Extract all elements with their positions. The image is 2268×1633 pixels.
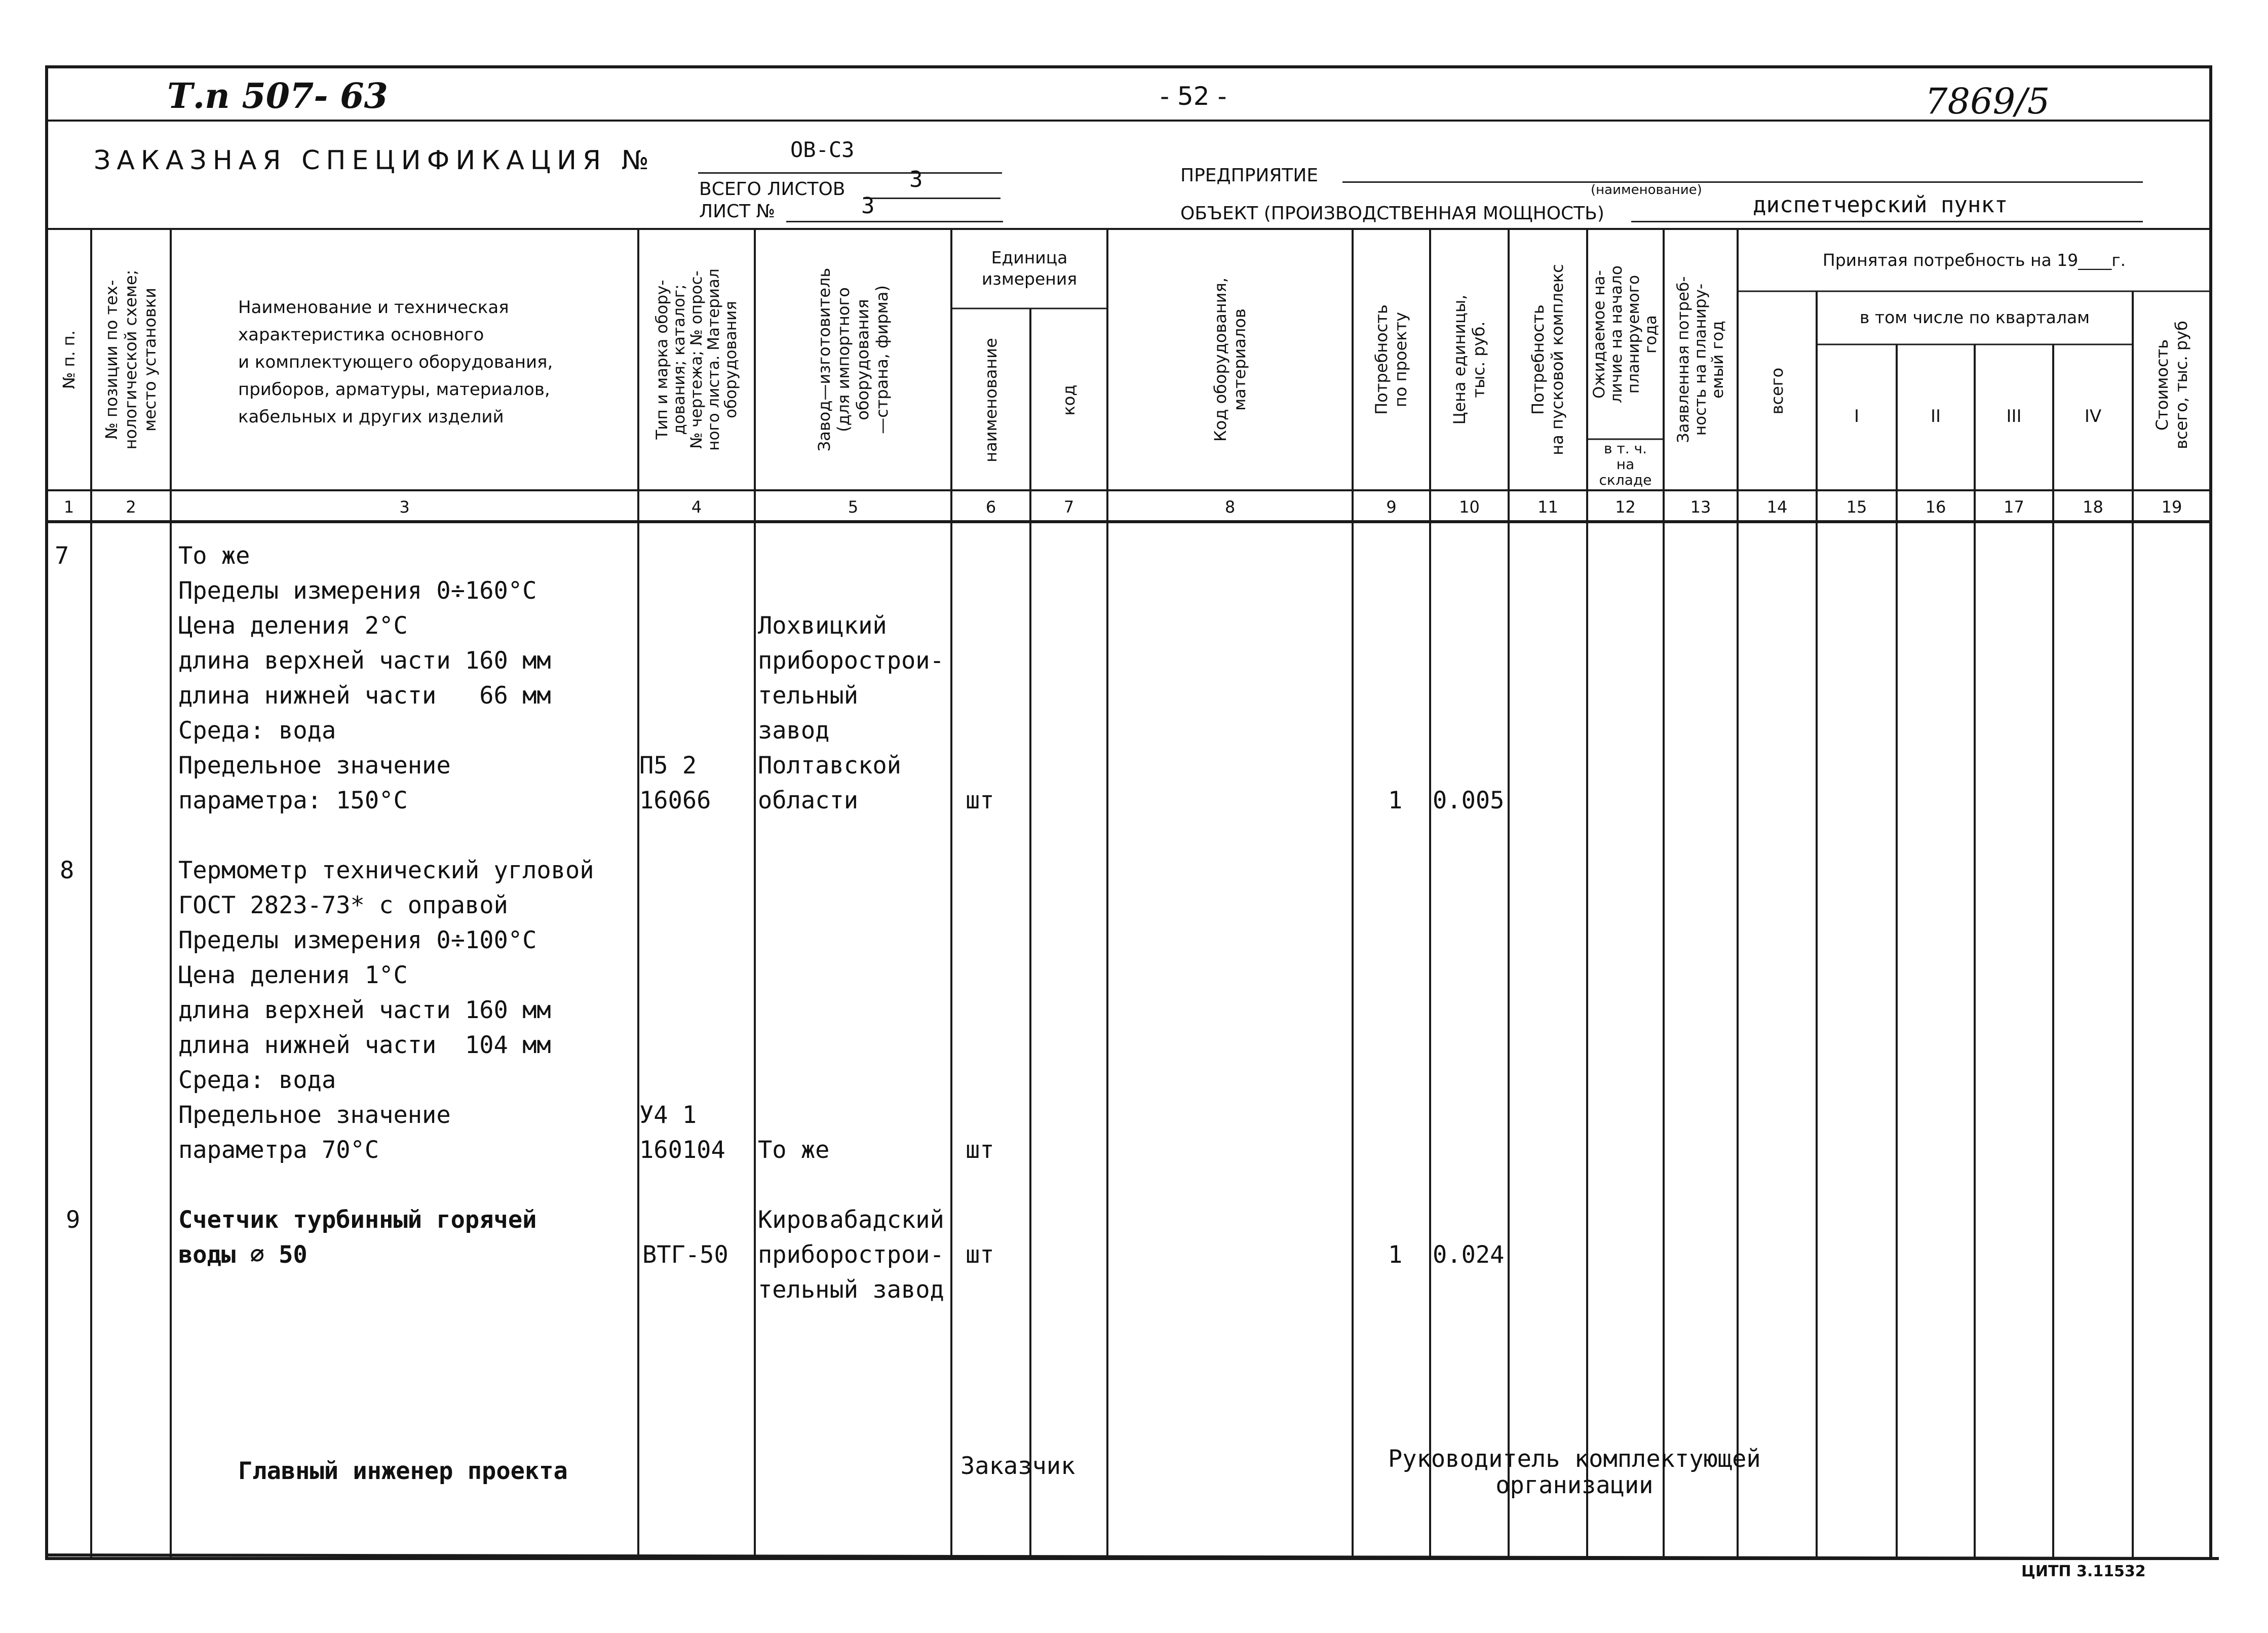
- item-quantity: 1: [1388, 787, 1403, 814]
- col-number: 4: [691, 497, 702, 517]
- item-description: То же Пределы измерения 0÷160°С Цена деления 2°С длина верхней части 160 мм длина нижней части 66 мм Среда: вода Предельное значение параметра: 150°С: [178, 542, 551, 814]
- col-number: 8: [1224, 497, 1236, 517]
- total-sheets-value: 3: [909, 167, 923, 192]
- sheet-value: 3: [861, 193, 875, 219]
- item-manufacturer: Кировабадский приборострои- тельный завод: [758, 1206, 944, 1304]
- col-number: 5: [848, 497, 859, 517]
- col-number: 17: [2004, 497, 2024, 517]
- col-number: 15: [1846, 497, 1867, 517]
- item-manufacturer: То же: [758, 1136, 830, 1164]
- col-header-15: I: [1854, 406, 1860, 426]
- col-number: 12: [1615, 497, 1636, 517]
- item-description: Термометр технический угловой ГОСТ 2823-73* с оправой Пределы измерения 0÷100°С Цена деления 1°С длина верхней части 160 мм длина нижней части 104 мм Среда: вода Предельное значение параметра 70°С: [178, 857, 594, 1164]
- col-number: 7: [1063, 497, 1074, 517]
- col-number: 11: [1537, 497, 1558, 517]
- col-number: 3: [399, 497, 410, 517]
- col-number: 18: [2083, 497, 2103, 517]
- name-hint: (наименование): [1591, 182, 1702, 198]
- col-number: 10: [1459, 497, 1480, 517]
- item-type: П5 2 16066: [639, 752, 711, 814]
- col-header-18: IV: [2084, 406, 2102, 426]
- col-header-12-sub: в т. ч. на складе: [1599, 440, 1652, 488]
- item-manufacturer: Лохвицкий приборострои- тельный завод Полтавской области: [758, 612, 944, 814]
- item-price: 0.024: [1433, 1241, 1505, 1269]
- col-header-unit: Единица измерения: [981, 248, 1078, 289]
- item-price: 0.005: [1433, 787, 1505, 814]
- item-unit: шт: [966, 1241, 994, 1269]
- accepted-need-header: Принятая потребность на 19____г.: [1822, 250, 2126, 270]
- col-number: 19: [2161, 497, 2182, 517]
- archive-number: 7869/5: [1925, 81, 2050, 122]
- enterprise-label: ПРЕДПРИЯТИЕ: [1180, 165, 1319, 186]
- row-number: 7: [55, 542, 69, 570]
- item-quantity: 1: [1388, 1241, 1403, 1269]
- item-description: Счетчик турбинный горячей воды ∅ 50: [178, 1206, 537, 1269]
- object-label: ОБЪЕКТ (ПРОИЗВОДСТВЕННАЯ МОЩНОСТЬ): [1180, 203, 1604, 224]
- footer-stamp: ЦИТП 3.11532: [2021, 1563, 2146, 1580]
- total-sheets-label: ВСЕГО ЛИСТОВ: [699, 179, 845, 200]
- col-number: 2: [126, 497, 136, 517]
- supplier-head-signature: Руководитель комплектующей организации: [1388, 1445, 1761, 1499]
- chief-engineer-signature: Главный инженер проекта: [238, 1457, 568, 1485]
- row-number: 9: [66, 1206, 81, 1234]
- col-number: 6: [985, 497, 996, 517]
- col-number: 13: [1690, 497, 1711, 517]
- col-header-17: III: [2006, 406, 2022, 426]
- item-type: У4 1 160104: [639, 1101, 725, 1164]
- col-header-3: Наименование и техническая характеристика основного и комплектующего оборудования, приборов, арматуры, материалов, кабельных и других изделий: [238, 297, 553, 427]
- page-number: - 52 -: [1160, 82, 1227, 111]
- col-header-16: II: [1930, 406, 1941, 426]
- row-number: 8: [60, 857, 74, 884]
- col-number: 1: [63, 497, 74, 517]
- col-number: 14: [1766, 497, 1788, 517]
- col-number: 16: [1925, 497, 1946, 517]
- object-value: диспетчерский пункт: [1753, 192, 2008, 218]
- spec-title: ЗАКАЗНАЯ СПЕЦИФИКАЦИЯ №: [94, 145, 655, 176]
- quarters-header: в том числе по кварталам: [1859, 307, 2090, 327]
- item-unit: шт: [966, 1136, 994, 1164]
- doc-code: Т.п 507- 63: [167, 76, 388, 116]
- spec-number: ОВ-СЗ: [790, 137, 855, 162]
- col-number: 9: [1386, 497, 1397, 517]
- item-type: ВТГ-50: [642, 1241, 728, 1269]
- customer-signature: Заказчик: [960, 1452, 1075, 1480]
- item-unit: шт: [966, 787, 994, 814]
- sheet-label: ЛИСТ №: [699, 201, 776, 222]
